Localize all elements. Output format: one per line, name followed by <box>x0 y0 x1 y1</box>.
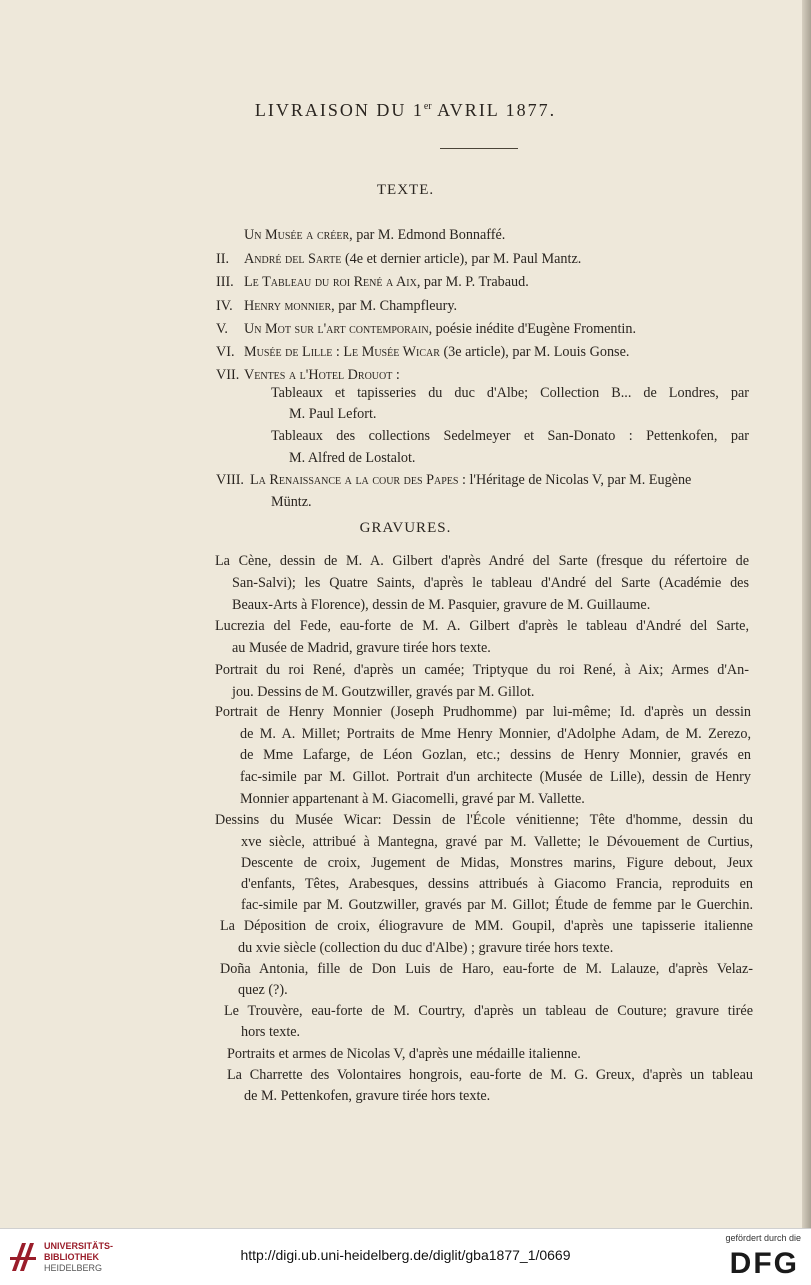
texte-vii-sub-4: M. Alfred de Lostalot. <box>289 450 416 466</box>
gravures-line: fac-simile par M. Gillot. Portrait d'un architecte (Musée de Lille), dessin de Henry <box>240 769 751 785</box>
gravures-line: Lucrezia del Fede, eau-forte de M. A. Gilbert d'après le tableau d'André del Sarte, <box>215 618 749 634</box>
gravures-line: quez (?). <box>238 982 288 998</box>
gravures-line: Portrait du roi René, d'après un camée; Triptyque du roi René, à Aix; Armes d'An- <box>215 662 749 678</box>
library-name: UNIVERSITÄTS- BIBLIOTHEK HEIDELBERG <box>44 1241 114 1273</box>
texte-item-1: Un Musée a créer, par M. Edmond Bonnaffé. <box>244 227 506 243</box>
gravures-line: La Cène, dessin de M. A. Gilbert d'après André del Sarte (fresque du réfertoire de <box>215 553 749 569</box>
texte-item-8: VIII. La Renaissance a la cour des Papes : l'Héritage de Nicolas V, par M. Eugène <box>216 472 692 488</box>
gravures-line: Descente de croix, Jugement de Midas, Monstres marins, Figure debout, Jeux <box>241 855 753 871</box>
gravures-line: Monnier appartenant à M. Giacomelli, gravé par M. Vallette. <box>240 791 585 807</box>
issue-title: LIVRAISON DU 1er AVRIL 1877. <box>254 100 557 120</box>
gravures-line: Doña Antonia, fille de Don Luis de Haro, eau-forte de M. Lalauze, d'après Velaz- <box>220 961 753 977</box>
permalink-url[interactable]: http://digi.ub.uni-heidelberg.de/diglit/gba1877_1/0669 <box>240 1247 571 1263</box>
dfg-logo: DFG <box>729 1247 799 1280</box>
gravures-line: de Mme Lafarge, de Léon Gozlan, etc.; dessins de Henry Monnier, gravés en <box>240 747 751 763</box>
gravures-line: San-Salvi); les Quatre Saints, d'après le tableau d'André del Sarte (Académie des <box>232 575 749 591</box>
title-rule <box>440 148 518 149</box>
gravures-line: hors texte. <box>241 1024 301 1040</box>
texte-item-8-cont: Müntz. <box>271 494 312 510</box>
gravures-line: au Musée de Madrid, gravure tirée hors texte. <box>232 640 491 656</box>
gravures-line: Dessins du Musée Wicar: Dessin de l'École vénitienne; Tête d'homme, dessin du <box>215 812 753 828</box>
gravures-line: La Déposition de croix, éliogravure de MM. Goupil, d'après une tapisserie italienne <box>220 918 753 934</box>
texte-vii-sub-1: Tableaux et tapisseries du duc d'Albe; Collection B... de Londres, par <box>271 385 749 401</box>
gravures-line: fac-simile par M. Goutzwiller, gravés par M. Gillot; Étude de femme par le Guerchin. <box>241 897 753 913</box>
gravures-line: Beaux-Arts à Florence), dessin de M. Pasquier, gravure de M. Guillaume. <box>232 597 651 613</box>
funder-caption: gefördert durch die <box>725 1233 801 1243</box>
viewer-footer <box>0 1228 811 1285</box>
texte-item-5: V. Un Mot sur l'art contemporain, poésie inédite d'Eugène Fromentin. <box>216 321 637 337</box>
texte-item-7: VII. Ventes a l'Hotel Drouot : <box>216 367 400 383</box>
gravures-line: d'enfants, Têtes, Arabesques, dessins attribués à Giacomo Francia, reproduits en <box>241 876 753 892</box>
gravures-line: Portraits et armes de Nicolas V, d'après une médaille italienne. <box>227 1046 581 1062</box>
texte-heading: TEXTE. <box>376 182 435 198</box>
gravures-heading: GRAVURES. <box>359 520 452 536</box>
texte-item-6: VI. Musée de Lille : Le Musée Wicar (3e article), par M. Louis Gonse. <box>216 344 630 360</box>
texte-item-4: IV. Henry monnier, par M. Champfleury. <box>216 298 458 314</box>
gravures-line: xve siècle, attribué à Mantegna, gravé par M. Vallette; le Dévouement de Curtius, <box>241 834 753 850</box>
gravures-line: de M. A. Millet; Portraits de Mme Henry Monnier, d'Adolphe Adam, de M. Zerezo, <box>240 726 751 742</box>
gravures-line: Portrait de Henry Monnier (Joseph Prudhomme) par lui-même; Id. d'après un dessin <box>215 704 751 720</box>
texte-vii-sub-3: Tableaux des collections Sedelmeyer et San-Donato : Pettenkofen, par <box>271 428 749 444</box>
texte-item-3: III. Le Tableau du roi René a Aix, par M. P. Trabaud. <box>216 274 529 290</box>
texte-vii-sub-2: M. Paul Lefort. <box>289 406 377 422</box>
gravures-line: du xvie siècle (collection du duc d'Albe) ; gravure tirée hors texte. <box>238 940 614 956</box>
gravures-line: La Charrette des Volontaires hongrois, eau-forte de M. G. Greux, d'après un tableau <box>227 1067 753 1083</box>
gravures-line: Le Trouvère, eau-forte de M. Courtry, d'après un tableau de Couture; gravure tirée <box>224 1003 753 1019</box>
texte-item-2: II. André del Sarte (4e et dernier article), par M. Paul Mantz. <box>216 251 582 267</box>
gravures-line: jou. Dessins de M. Goutzwiller, gravés par M. Gillot. <box>232 684 535 700</box>
gravures-line: de M. Pettenkofen, gravure tirée hors texte. <box>244 1088 491 1104</box>
